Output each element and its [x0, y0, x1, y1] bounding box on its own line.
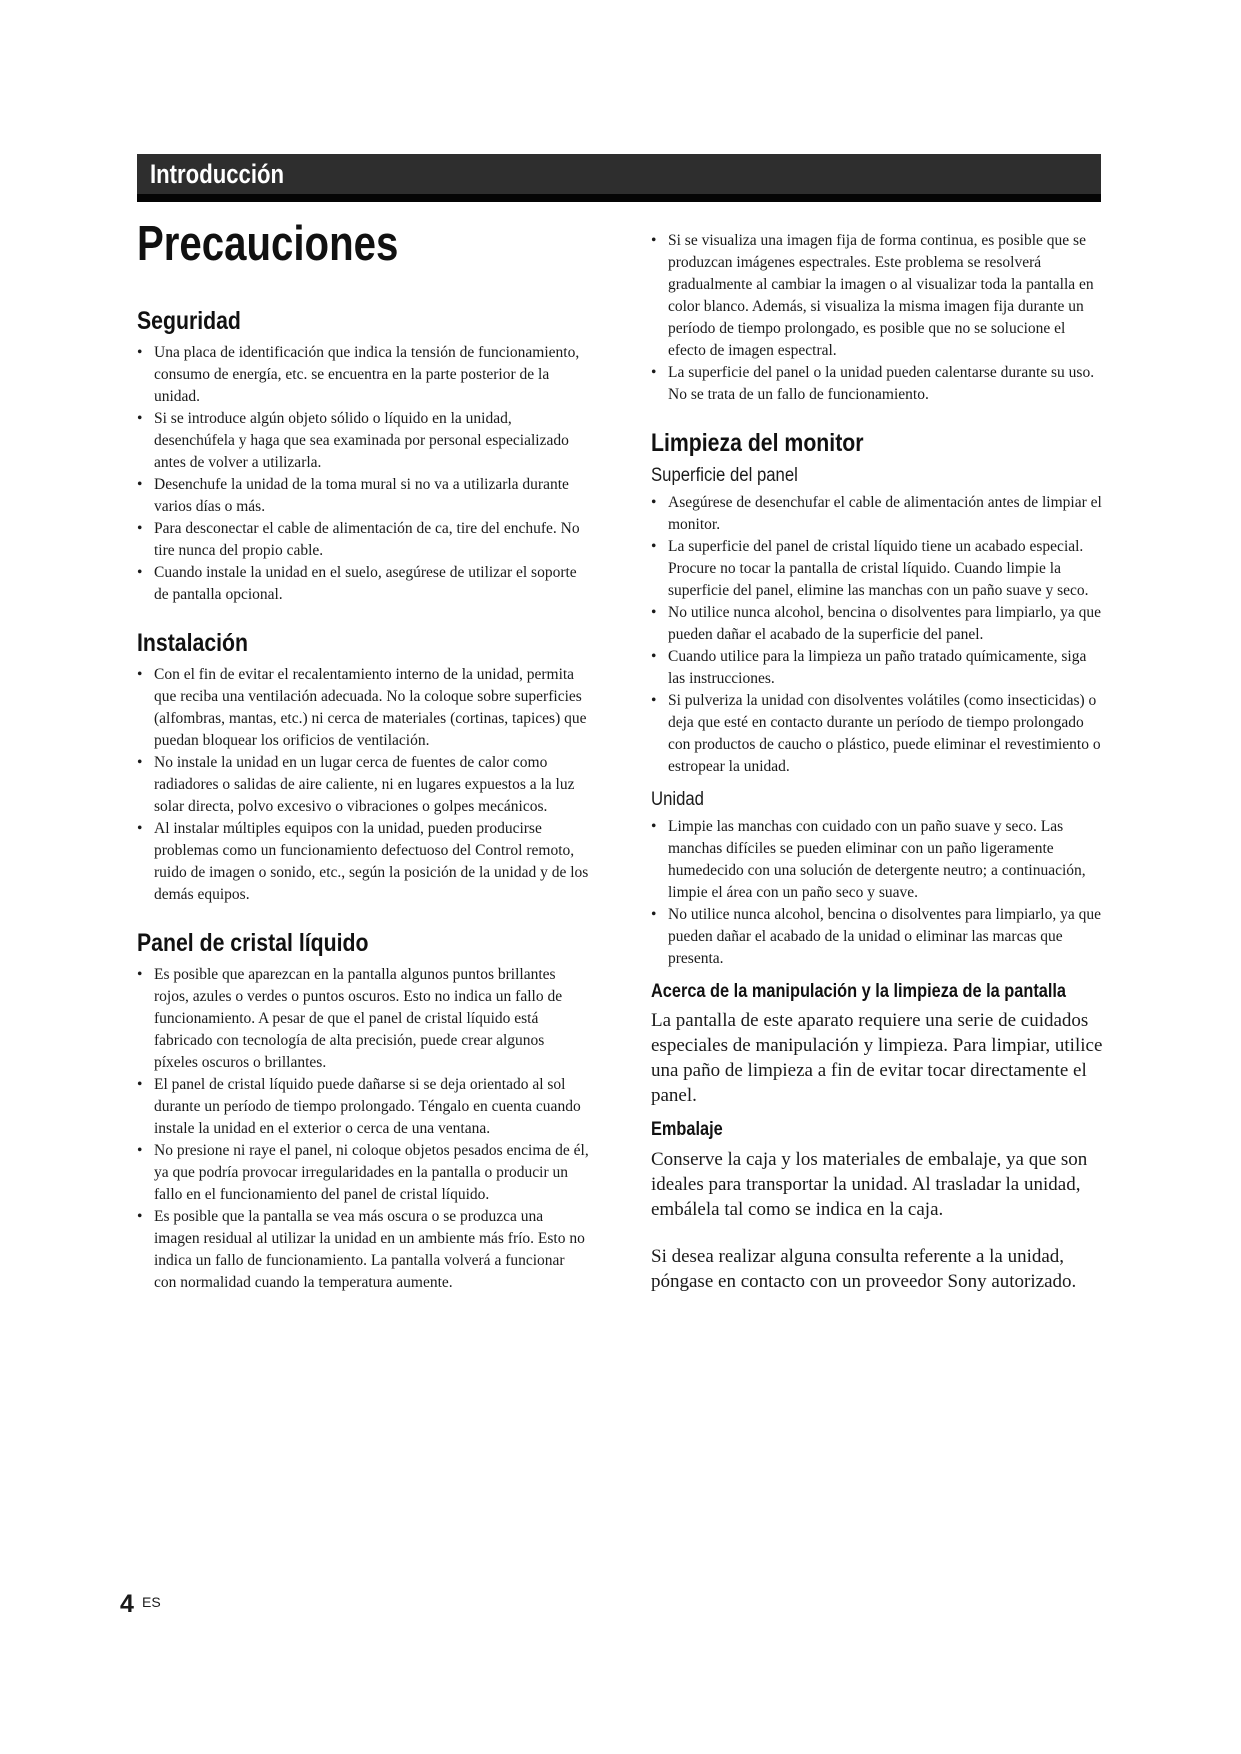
list-item: • Si se visualiza una imagen fija de forma continua, es posible que se produzcan imágenes espectrales. Este problema se resolverá gradualmente al cambiar la imagen o al visualizar toda la pantalla en color blanco. Además, si visualiza la misma imagen fija durante un período de tiempo prolongado, es posible que no se solucione el efecto de imagen espectral.	[651, 230, 1103, 362]
list-superficie	[651, 492, 1103, 778]
list-item: • No utilice nunca alcohol, bencina o disolventes para limpiarlo, ya que pueden dañar el acabado de la unidad o eliminar las marcas que presenta.	[651, 904, 1103, 970]
list-item: • Es posible que la pantalla se vea más oscura o se produzca una imagen residual al utilizar la unidad en un ambiente más frío. Esto no indica un fallo de funcionamiento. La pantalla volverá a funcionar con normalidad cuando la temperatura aumente.	[137, 1206, 589, 1294]
subheading-manipulacion: Acerca de la manipulación y la limpieza de la pantalla	[651, 980, 1067, 1002]
list-item: • Una placa de identificación que indica la tensión de funcionamiento, consumo de energía, etc. se encuentra en la parte posterior de la unidad.	[137, 342, 589, 408]
subheading-unidad: Unidad	[651, 788, 704, 810]
heading-limpieza: Limpieza del monitor	[651, 429, 864, 457]
list-continued	[651, 230, 1103, 406]
page-language: ES	[142, 1594, 161, 1610]
right-column	[651, 230, 1103, 1294]
left-column	[137, 306, 589, 1294]
paragraph-contacto: Si desea realizar alguna consulta referente a la unidad, póngase en contacto con un proveedor Sony autorizado.	[651, 1245, 1077, 1292]
list-item: • La superficie del panel o la unidad pueden calentarse durante su uso. No se trata de un fallo de funcionamiento.	[651, 362, 1103, 406]
list-item: • Desenchufe la unidad de la toma mural si no va a utilizarla durante varios días o más.	[137, 474, 589, 518]
list-item: • Si pulveriza la unidad con disolventes volátiles (como insecticidas) o deja que esté en contacto durante un período de tiempo prolongado con productos de caucho o plástico, puede eliminar el revestimiento o estropear la unidad.	[651, 690, 1103, 778]
list-item: • No utilice nunca alcohol, bencina o disolventes para limpiarlo, ya que pueden dañar el acabado de la superficie del panel.	[651, 602, 1103, 646]
list-unidad	[651, 816, 1103, 970]
section-label: Introducción	[150, 159, 285, 189]
heading-instalacion: Instalación	[137, 629, 249, 657]
list-item: • Al instalar múltiples equipos con la unidad, pueden producirse problemas como un funcionamiento defectuoso del Control remoto, ruido de imagen o sonido, etc., según la posición de la unidad y de los demás equipos.	[137, 818, 589, 906]
list-item: • El panel de cristal líquido puede dañarse si se deja orientado al sol durante un período de tiempo prolongado. Téngalo en cuenta cuando instale la unidad en el exterior o cerca de una ventana.	[137, 1074, 589, 1140]
paragraph-embalaje: Conserve la caja y los materiales de embalaje, ya que son ideales para transportar la unidad. Al trasladar la unidad, embálela tal como se indica en la caja.	[651, 1148, 1088, 1220]
page-number: 4	[120, 1590, 134, 1618]
section-header-bar	[137, 154, 1101, 202]
list-item: • Cuando instale la unidad en el suelo, asegúrese de utilizar el soporte de pantalla opcional.	[137, 562, 589, 606]
list-item: • Asegúrese de desenchufar el cable de alimentación antes de limpiar el monitor.	[651, 492, 1103, 536]
heading-panel: Panel de cristal líquido	[137, 929, 369, 957]
list-seguridad	[137, 342, 589, 606]
list-instalacion	[137, 664, 589, 906]
heading-seguridad: Seguridad	[137, 307, 241, 335]
list-panel	[137, 964, 589, 1294]
list-item: • Para desconectar el cable de alimentación de ca, tire del enchufe. No tire nunca del propio cable.	[137, 518, 589, 562]
subheading-superficie: Superficie del panel	[651, 465, 798, 486]
page-title: Precauciones	[137, 217, 399, 271]
list-item: • Es posible que aparezcan en la pantalla algunos puntos brillantes rojos, azules o verdes o puntos oscuros. Esto no indica un fallo de funcionamiento. A pesar de que el panel de cristal líquido está fabricado con tecnología de alta precisión, puede crear algunos píxeles oscuros o brillantes.	[137, 964, 589, 1074]
list-item: • Limpie las manchas con cuidado con un paño suave y seco. Las manchas difíciles se pueden eliminar con un paño ligeramente humedecido con una solución de detergente neutro; a continuación, limpie el área con un paño seco y suave.	[651, 816, 1103, 904]
list-item: • Con el fin de evitar el recalentamiento interno de la unidad, permita que reciba una ventilación adecuada. No la coloque sobre superficies (alfombras, mantas, etc.) ni cerca de materiales (cortinas, tapices) que puedan bloquear los orificios de ventilación.	[137, 664, 589, 752]
paragraph-manipulacion: La pantalla de este aparato requiere una serie de cuidados especiales de manipulación y limpieza. Para limpiar, utilice una paño de limpieza a fin de evitar tocar directamente el panel.	[651, 1010, 1103, 1107]
subheading-embalaje: Embalaje	[651, 1119, 723, 1141]
list-item: • No presione ni raye el panel, ni coloque objetos pesados encima de él, ya que podría provocar irregularidades en la pantalla o producir un fallo en el funcionamiento del panel de cristal líquido.	[137, 1140, 589, 1206]
list-item: • La superficie del panel de cristal líquido tiene un acabado especial. Procure no tocar la pantalla de cristal líquido. Cuando limpie la superficie del panel, elimine las manchas con un paño suave y seco.	[651, 536, 1103, 602]
list-item: • Cuando utilice para la limpieza un paño tratado químicamente, siga las instrucciones.	[651, 646, 1103, 690]
list-item: • Si se introduce algún objeto sólido o líquido en la unidad, desenchúfela y haga que sea examinada por personal especializado antes de volver a utilizarla.	[137, 408, 589, 474]
list-item: • No instale la unidad en un lugar cerca de fuentes de calor como radiadores o salidas de aire caliente, ni en lugares expuestos a la luz solar directa, polvo excesivo o vibraciones o golpes mecánicos.	[137, 752, 589, 818]
